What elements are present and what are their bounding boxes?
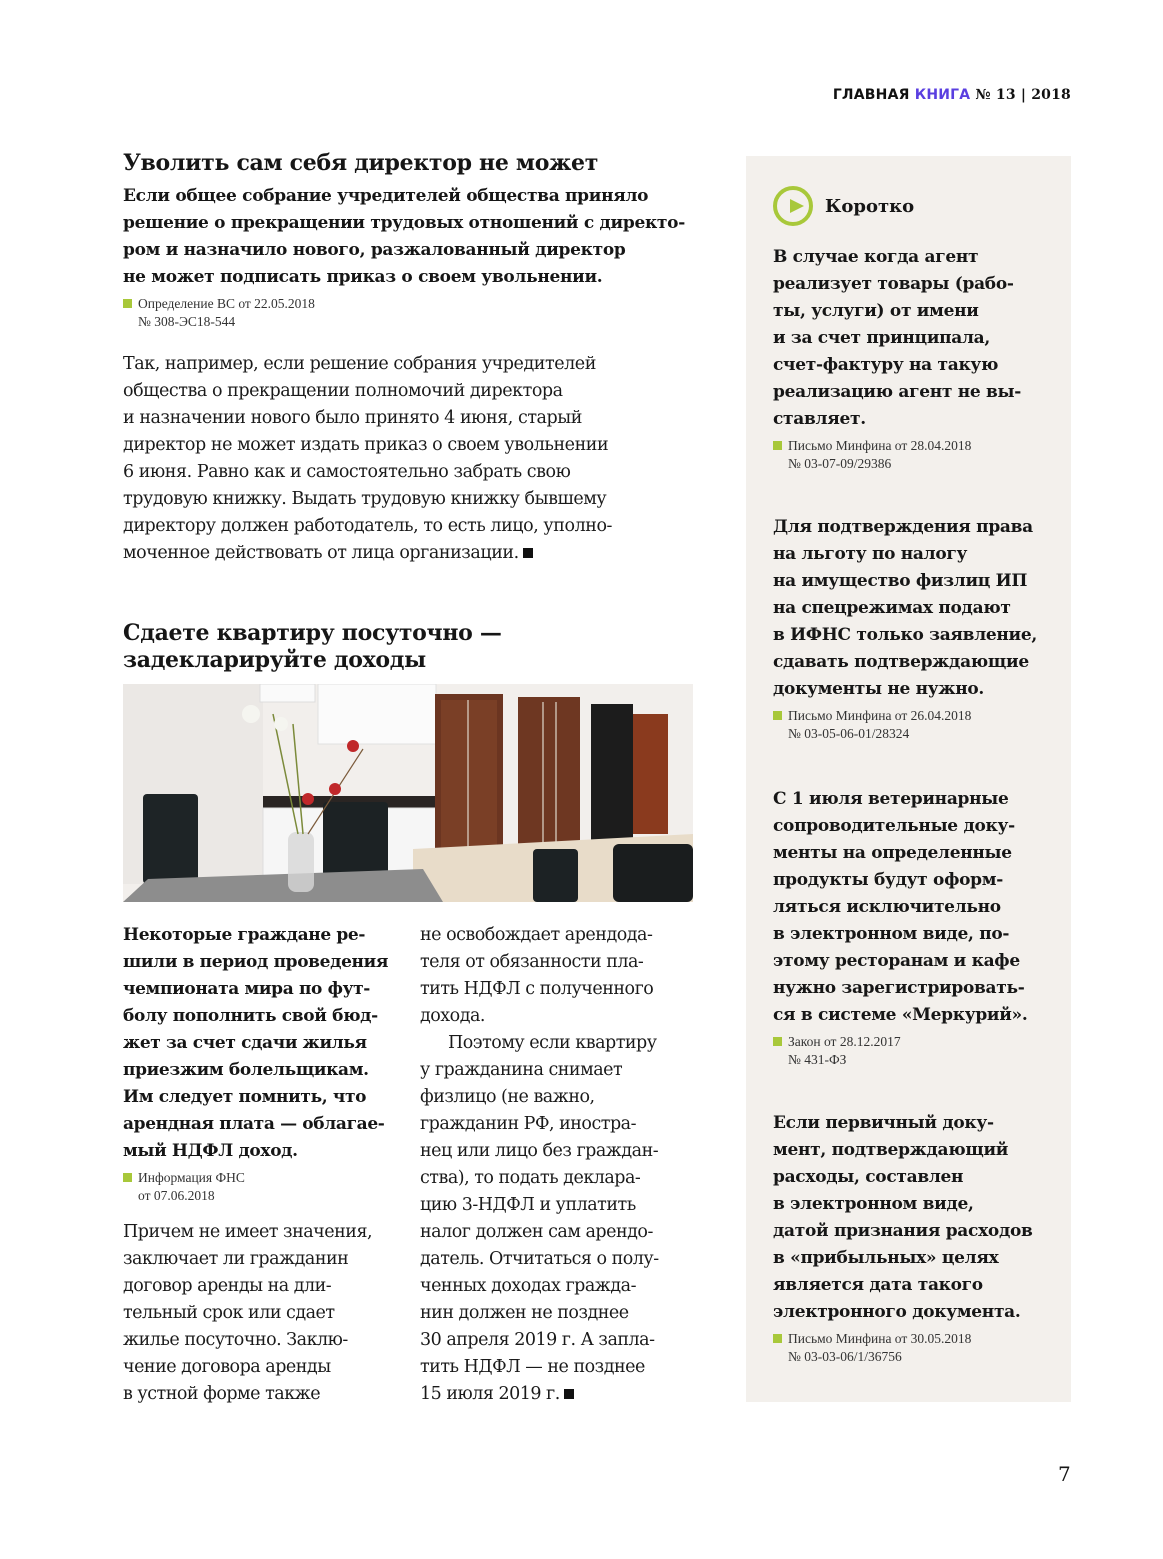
green-square-bullet-icon bbox=[773, 711, 782, 720]
article-title: Уволить сам себя директор не может bbox=[123, 150, 599, 176]
green-square-bullet-icon bbox=[123, 299, 132, 308]
article-title: Сдаете квартиру посуточно — задекларируйте доходы bbox=[123, 620, 502, 673]
sidebar-news-item: Для подтверждения права на льготу по налогу на имущество физлиц ИП на спецрежимах подают в ИФНС только заявление, сдавать подтверждающие документы не нужно. Письмо Минфина от 26.04.2018 № 03-05-06-01/28324 bbox=[773, 514, 1058, 743]
sidebar-news-item: В случае когда агент реализует товары (рабо- ты, услуги) от имени и за счет принципала, счет-фактуру на такую реализацию агент не вы- ставляет. Письмо Минфина от 28.04.2018 № 03-07-09/29386 bbox=[773, 244, 1058, 473]
article-lead: Если общее собрание учредителей общества приняло решение о прекращении трудовых отношений с директо- ром и назначило нового, разжалованный директор не может подписать приказ о своем увольнении. bbox=[123, 186, 685, 287]
article-lead: Некоторые граждане ре- шили в период проведения чемпионата мира по фут- болу пополнить свой бюд- жет за счет сдачи жилья приезжим болельщикам. Им следует помнить, что арендная плата — облагае- мый НДФЛ доход. bbox=[123, 925, 389, 1161]
play-circle-icon bbox=[773, 186, 813, 226]
green-square-bullet-icon bbox=[773, 441, 782, 450]
apartment-photo bbox=[123, 684, 693, 902]
article-body: Так, например, если решение собрания учредителей общества о прекращении полномочий директора и назначении нового было принято 4 июня, старый директор не может издать приказ о своем увольнении 6 июня. Равно как и самостоятельно забрать свою трудовую книжку. Выдать трудовую книжку бывшему директору должен работодатель, то есть лицо, уполно- моченное действовать от лица организации. bbox=[123, 354, 612, 563]
article-director-dismissal bbox=[123, 150, 693, 674]
brand-name-part2: КНИГА bbox=[914, 87, 971, 103]
issue-number: № 13 | 2018 bbox=[975, 87, 1071, 103]
sidebar-title: Коротко bbox=[825, 195, 915, 217]
page-number: 7 bbox=[1058, 1462, 1071, 1486]
article-rental-column-left bbox=[123, 922, 398, 1408]
source-reference: Письмо Минфина от 28.04.2018 № 03-07-09/29386 bbox=[773, 437, 1058, 473]
source-reference: Письмо Минфина от 30.05.2018 № 03-03-06/1/36756 bbox=[773, 1330, 1058, 1366]
end-of-article-mark-icon bbox=[523, 548, 533, 558]
green-square-bullet-icon bbox=[773, 1037, 782, 1046]
article-body: Причем не имеет значения, заключает ли гражданин договор аренды на дли- тельный срок или сдает жилье посуточно. Заклю- чение договора аренды в устной форме также bbox=[123, 1222, 373, 1404]
masthead bbox=[833, 87, 1071, 103]
source-reference: Определение ВС от 22.05.2018 № 308-ЭС18-544 bbox=[123, 295, 693, 331]
green-square-bullet-icon bbox=[773, 1334, 782, 1343]
source-reference: Закон от 28.12.2017 № 431-ФЗ bbox=[773, 1033, 1058, 1069]
brand-name-part1: ГЛАВНАЯ bbox=[832, 87, 910, 103]
sidebar-news-item: Если первичный доку- мент, подтверждающий расходы, составлен в электронном виде, датой признания расходов в «прибыльных» целях является дата такого электронного документа. Письмо Минфина от 30.05.2018 № 03-03-06/1/36756 bbox=[773, 1110, 1058, 1366]
sidebar-header bbox=[773, 186, 1053, 226]
sidebar-briefly bbox=[746, 156, 1071, 1402]
article-rental-column-right bbox=[420, 922, 695, 1408]
end-of-article-mark-icon bbox=[564, 1389, 574, 1399]
article-body: не освобождает арендода- теля от обязанности пла- тить НДФЛ с полученного дохода. Поэтому если квартиру у гражданина снимает физлицо (не важно, гражданин РФ, иностра- нец или лицо без граждан- ства), то подать деклара- цию 3-НДФЛ и уплатить налог должен сам арендо- датель. Отчитаться о полу- ченных доходах гражда- нин должен не позднее 30 апреля 2019 г. А запла- тить НДФЛ — не позднее 15 июля 2019 г. bbox=[420, 925, 659, 1404]
source-reference: Письмо Минфина от 26.04.2018 № 03-05-06-01/28324 bbox=[773, 707, 1058, 743]
sidebar-news-item: С 1 июля ветеринарные сопроводительные доку- менты на определенные продукты будут оформ- ляться исключительно в электронном виде, по- этому ресторанам и кафе нужно зарегистрировать- ся в системе «Меркурий». Закон от 28.12.2017 № 431-ФЗ bbox=[773, 786, 1058, 1069]
apartment-interior-image bbox=[123, 684, 693, 902]
source-reference: Информация ФНС от 07.06.2018 bbox=[123, 1169, 398, 1205]
green-square-bullet-icon bbox=[123, 1173, 132, 1182]
